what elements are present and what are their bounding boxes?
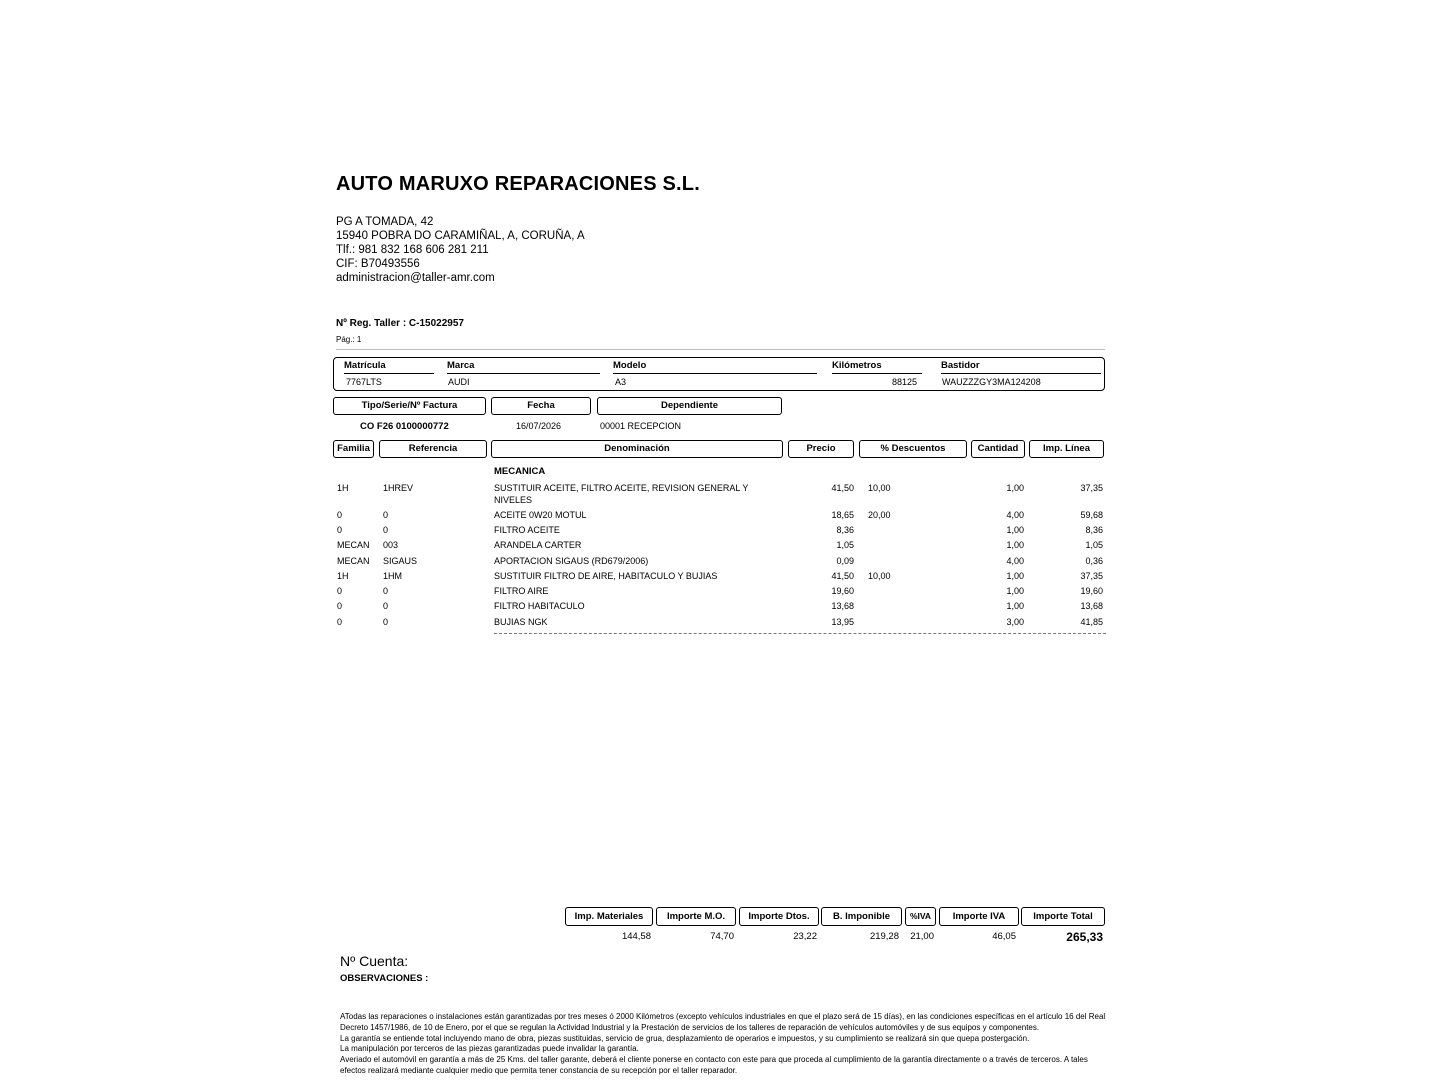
cell-ref: 0 [383,525,389,535]
label-importe-total: Importe Total [1021,907,1105,926]
cell-familia: 0 [337,586,343,596]
value-importe-dtos: 23,22 [793,931,817,942]
cell-imp: 37,35 [1080,483,1103,493]
legal-text [340,1012,1106,1077]
cell-imp: 59,68 [1080,510,1103,520]
address-line: 15940 POBRA DO CARAMIÑAL, A, CORUÑA, A [336,230,585,242]
cell-ref: 0 [383,601,389,611]
cell-cant: 3,00 [1006,617,1024,627]
cell-familia: 1H [337,483,349,493]
header-modelo: Modelo [613,360,817,374]
cell-dto: 20,00 [868,510,891,520]
cell-cant: 1,00 [1006,586,1024,596]
header-matricula: Matrícula [344,360,434,374]
legal-paragraph: La manipulación por terceros de las piezas garantizadas puede invalidar la garantía. [340,1044,639,1054]
header-cantidad: Cantidad [971,440,1025,458]
cell-dto: 10,00 [868,483,891,493]
cell-imp: 41,85 [1080,617,1103,627]
cell-cant: 4,00 [1006,510,1024,520]
cell-imp: 13,68 [1080,601,1103,611]
cell-den: SUSTITUIR ACEITE, FILTRO ACEITE, REVISION GENERAL Y [494,483,749,493]
cell-precio: 19,60 [831,586,854,596]
cell-den-continued: NIVELES [494,495,533,505]
cell-cant: 1,00 [1006,483,1024,493]
label-importe-mo: Importe M.O. [656,907,736,926]
header-bastidor: Bastidor [941,360,1101,374]
cell-precio: 13,68 [831,601,854,611]
header-factura: Tipo/Serie/Nº Factura [333,397,486,415]
value-imp-materiales: 144,58 [621,931,651,942]
cell-precio: 1,05 [836,540,854,550]
address-line: PG A TOMADA, 42 [336,216,434,228]
header-imp-linea: Imp. Línea [1029,440,1104,458]
factura-number: CO F26 0100000772 [360,421,449,432]
cell-ref: SIGAUS [383,556,418,566]
cell-den: FILTRO AIRE [494,586,549,596]
matricula-value: 7767LTS [346,377,382,387]
value-iva-pct: 21,00 [910,931,934,942]
cell-ref: 0 [383,510,389,520]
header-denominacion: Denominación [491,440,783,458]
label-imp-materiales: Imp. Materiales [565,907,653,926]
cell-familia: MECAN [337,556,370,566]
cell-ref: 1HREV [383,483,414,493]
cell-cant: 1,00 [1006,540,1024,550]
kilometros-value: 88125 [891,377,917,387]
cell-precio: 41,50 [831,483,854,493]
cell-ref: 1HM [383,571,403,581]
page-number: Pág.: 1 [336,335,362,344]
cell-precio: 18,65 [831,510,854,520]
cell-den: ARANDELA CARTER [494,540,582,550]
cell-den: APORTACION SIGAUS (RD679/2006) [494,556,649,566]
cell-ref: 003 [383,540,399,550]
header-dependiente: Dependiente [597,397,782,415]
cell-cant: 4,00 [1006,556,1024,566]
reg-taller: Nº Reg. Taller : C-15022957 [336,318,464,329]
cell-den: FILTRO ACEITE [494,525,560,535]
modelo-value: A3 [615,377,627,387]
cell-familia: 0 [337,510,343,520]
section-label: MECANICA [494,466,546,477]
dependiente-value: 00001 RECEPCION [600,421,682,431]
header-referencia: Referencia [379,440,487,458]
legal-paragraph: ATodas las reparaciones o instalaciones están garantizadas por tres meses ó 2000 Kilómetros (excepto vehículos industriales en que el plazo será de 15 días), en las condiciones específicas en el artículo 16 del Real Decreto 1457/1986, de 10 de Enero, por el que se regulan la Actividad Industrial y la Prestación de servicios de los talleres de reparación de vehículos automóviles y de sus equipos y componentes. [340,1012,1106,1032]
label-importe-iva: Importe IVA [939,907,1019,926]
header-marca: Marca [447,360,600,374]
label-iva-pct: %IVA [905,907,936,926]
cell-den: FILTRO HABITACULO [494,601,585,611]
cell-imp: 0,36 [1085,556,1103,566]
fecha-value: 16/07/2026 [516,421,562,431]
value-b-imponible: 219,28 [869,931,899,942]
cell-den: BUJIAS NGK [494,617,548,627]
cell-imp: 37,35 [1080,571,1103,581]
observaciones-label: OBSERVACIONES : [340,973,429,984]
cell-imp: 1,05 [1085,540,1103,550]
cell-ref: 0 [383,617,389,627]
cell-imp: 19,60 [1080,586,1103,596]
value-importe-mo: 74,70 [710,931,734,942]
header-kilometros: Kilómetros [832,360,922,374]
cell-familia: 0 [337,617,343,627]
company-name: AUTO MARUXO REPARACIONES S.L. [336,173,700,195]
header-familia: Familia [333,440,374,458]
cell-familia: 0 [337,525,343,535]
cell-precio: 0,09 [836,556,854,566]
header-fecha: Fecha [491,397,591,415]
cell-cant: 1,00 [1006,601,1024,611]
cuenta-label: Nº Cuenta: [340,953,409,969]
value-importe-total: 265,33 [1066,930,1103,944]
label-b-imponible: B. Imponible [821,907,902,926]
header-descuentos: % Descuentos [859,440,967,458]
legal-paragraph: La garantía se entiende total incluyendo mano de obra, piezas sustituidas, servicio de grua, desplazamiento de operarios e impuestos, y su cumplimiento se realizará sin que quepa postergación. [340,1033,1030,1043]
phone-line: Tlf.: 981 832 168 606 281 211 [336,244,489,256]
cell-precio: 13,95 [831,617,854,627]
cell-ref: 0 [383,586,389,596]
dashed-divider [494,633,1106,634]
cell-cant: 1,00 [1006,571,1024,581]
cell-precio: 41,50 [831,571,854,581]
cell-precio: 8,36 [836,525,854,535]
vehicle-box [333,357,1105,391]
email-line: administracion@taller-amr.com [336,272,495,284]
value-importe-iva: 46,05 [992,931,1016,942]
cell-familia: 0 [337,601,343,611]
divider [336,349,1105,350]
cell-familia: MECAN [337,540,370,550]
label-importe-dtos: Importe Dtos. [739,907,819,926]
cell-den: SUSTITUIR FILTRO DE AIRE, HABITACULO Y BUJIAS [494,571,718,581]
company-address [336,215,585,285]
legal-paragraph: Averiado el automóvil en garantía a más de 25 Kms. del taller garante, deberá el cliente ponerse en contacto con este para que proceda al cumplimiento de la garantía directamente o a través de terceros. A tales efectos realizará mediante cualquier medio que permita tener constancia de su recepción por el taller reparador. [340,1055,1088,1075]
marca-value: AUDI [448,377,470,387]
header-precio: Precio [788,440,854,458]
cell-imp: 8,36 [1085,525,1103,535]
cif-line: CIF: B70493556 [336,258,420,270]
cell-dto: 10,00 [868,571,891,581]
bastidor-value: WAUZZZGY3MA124208 [942,377,1041,387]
cell-den: ACEITE 0W20 MOTUL [494,510,587,520]
cell-cant: 1,00 [1006,525,1024,535]
cell-familia: 1H [337,571,349,581]
